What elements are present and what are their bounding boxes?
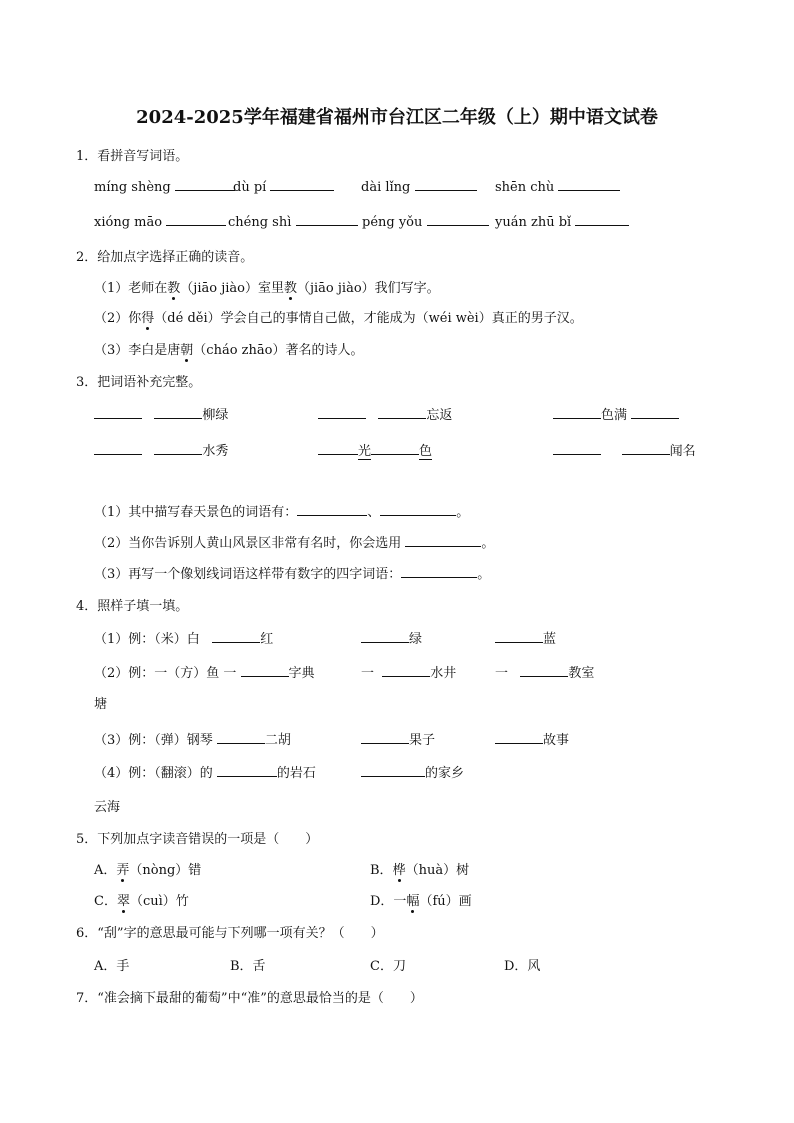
- dotted-char: 朝: [180, 343, 194, 358]
- question-number: 7．: [76, 991, 98, 1006]
- answer-blank[interactable]: [405, 534, 481, 547]
- answer-blank[interactable]: [575, 213, 629, 226]
- question-number: 5．: [76, 832, 98, 847]
- answer-blank[interactable]: [241, 664, 289, 677]
- sub-question: （3）再写一个像划线词语这样带有数字的四字词语： 。: [94, 567, 491, 582]
- wrapped-text: 云海: [94, 800, 121, 815]
- answer-blank[interactable]: [212, 630, 260, 643]
- sub-question: （3）李白是唐朝（cháo zhāo）著名的诗人。: [94, 343, 364, 358]
- pinyin-item: shēn chù: [495, 178, 620, 195]
- example-line: （4）例：（翻滚）的 的岩石: [94, 766, 316, 781]
- question-stem: “准会摘下最甜的葡萄”中“准”的意思最恰当的是（ ）: [97, 991, 423, 1006]
- wrapped-text: 塘: [94, 697, 108, 712]
- answer-blank[interactable]: [382, 664, 430, 677]
- fill-item: 故事: [495, 729, 569, 748]
- choice-d[interactable]: D．一幅（fú）画: [370, 894, 472, 909]
- dotted-char: 得: [141, 311, 155, 326]
- answer-blank[interactable]: [361, 630, 409, 643]
- choice-b[interactable]: B．舌: [230, 959, 266, 974]
- question-stem: 给加点字选择正确的读音。: [97, 250, 254, 265]
- answer-blank[interactable]: [154, 406, 202, 419]
- answer-blank[interactable]: [553, 442, 601, 455]
- question-stem: 把词语补充完整。: [97, 375, 202, 390]
- idiom-item: 柳绿: [94, 404, 228, 423]
- pinyin-item: yuán zhū bǐ: [495, 213, 629, 230]
- dotted-char: 桦: [392, 863, 406, 878]
- sub-question: （1）老师在教（jiāo jiào）室里教（jiāo jiào）我们写字。: [94, 281, 440, 296]
- example-line: （3）例：（弹）钢琴 二胡: [94, 733, 291, 748]
- choice-a[interactable]: A．手: [94, 959, 130, 974]
- idiom-item: 色满: [553, 404, 679, 423]
- answer-blank[interactable]: [217, 764, 277, 777]
- choice-c[interactable]: C．翠（cuì）竹: [94, 894, 189, 909]
- pinyin-item: xióng māo: [94, 213, 226, 230]
- question-number: 4．: [76, 599, 98, 614]
- question-1: [76, 145, 188, 164]
- idiom-item-underlined: 光 色: [318, 440, 432, 459]
- answer-blank[interactable]: [427, 213, 489, 226]
- answer-blank[interactable]: [175, 178, 235, 191]
- sub-question: （2）你得（dé děi）学会自己的事情自己做，才能成为（wéi wèi）真正的男子汉。: [94, 311, 583, 326]
- fill-item: 一 水井: [361, 666, 457, 681]
- answer-blank[interactable]: [520, 664, 568, 677]
- idiom-item: 闻名: [553, 440, 696, 459]
- question-2: [76, 246, 253, 265]
- question-stem: 照样子填一填。: [97, 599, 189, 614]
- question-stem: “刮”字的意思最可能与下列哪一项有关？（ ）: [97, 926, 384, 941]
- pinyin-item: míng shèng: [94, 178, 235, 195]
- answer-blank[interactable]: [318, 442, 358, 455]
- pinyin-item: dài lǐng: [361, 178, 477, 195]
- answer-blank[interactable]: [166, 213, 226, 226]
- question-5: [76, 828, 318, 847]
- choice-b[interactable]: B．桦（huà）树: [370, 863, 470, 878]
- question-4: [76, 595, 188, 614]
- sub-question: （1）其中描写春天景色的词语有： 、 。: [94, 505, 470, 520]
- answer-blank[interactable]: [297, 503, 367, 516]
- choice-d[interactable]: D．风: [504, 959, 541, 974]
- answer-blank[interactable]: [296, 213, 358, 226]
- dotted-char: 教: [167, 281, 181, 296]
- answer-blank[interactable]: [361, 731, 409, 744]
- idiom-item: 忘返: [318, 404, 452, 423]
- fill-item: 果子: [361, 729, 435, 748]
- pinyin-item: péng yǒu: [362, 213, 489, 230]
- answer-blank[interactable]: [378, 406, 426, 419]
- question-number: 2．: [76, 250, 98, 265]
- dotted-char: 教: [283, 281, 297, 296]
- answer-blank[interactable]: [495, 630, 543, 643]
- question-stem: 看拼音写词语。: [97, 149, 189, 164]
- dotted-char: 弄: [116, 863, 130, 878]
- example-line: （2）例：一（方）鱼 一 字典: [94, 666, 315, 681]
- dotted-char: 翠: [116, 894, 130, 909]
- answer-blank[interactable]: [154, 442, 202, 455]
- question-number: 3．: [76, 375, 98, 390]
- answer-blank[interactable]: [361, 764, 425, 777]
- answer-blank[interactable]: [217, 731, 265, 744]
- pinyin-item: dù pí: [233, 178, 334, 195]
- answer-blank[interactable]: [553, 406, 601, 419]
- answer-blank[interactable]: [631, 406, 679, 419]
- question-6: [76, 922, 384, 941]
- answer-blank[interactable]: [371, 442, 419, 455]
- answer-blank[interactable]: [318, 406, 366, 419]
- dotted-char: 幅: [406, 894, 420, 909]
- answer-blank[interactable]: [401, 565, 477, 578]
- sub-question: （2）当你告诉别人黄山风景区非常有名时，你会选用 。: [94, 536, 495, 551]
- answer-blank[interactable]: [380, 503, 456, 516]
- answer-blank[interactable]: [622, 442, 670, 455]
- fill-item: 绿: [361, 628, 422, 647]
- choice-a[interactable]: A．弄（nòng）错: [94, 863, 202, 878]
- answer-blank[interactable]: [558, 178, 620, 191]
- question-3: [76, 371, 201, 390]
- question-7: [76, 987, 423, 1006]
- page-title: 2024-2025学年福建省福州市台江区二年级（上）期中语文试卷: [136, 107, 658, 128]
- answer-blank[interactable]: [94, 406, 142, 419]
- answer-blank[interactable]: [415, 178, 477, 191]
- fill-item: 蓝: [495, 628, 556, 647]
- answer-blank[interactable]: [270, 178, 334, 191]
- question-number: 1．: [76, 149, 98, 164]
- answer-blank[interactable]: [495, 731, 543, 744]
- fill-item: 的家乡: [361, 762, 464, 781]
- answer-blank[interactable]: [94, 442, 142, 455]
- example-line: （1）例：（米）白 红: [94, 632, 274, 647]
- fill-item: 一 教室: [495, 666, 595, 681]
- idiom-item: 水秀: [94, 440, 228, 459]
- pinyin-item: chéng shì: [228, 213, 358, 230]
- question-number: 6．: [76, 926, 98, 941]
- choice-c[interactable]: C．刀: [370, 959, 406, 974]
- question-stem: 下列加点字读音错误的一项是（ ）: [97, 832, 319, 847]
